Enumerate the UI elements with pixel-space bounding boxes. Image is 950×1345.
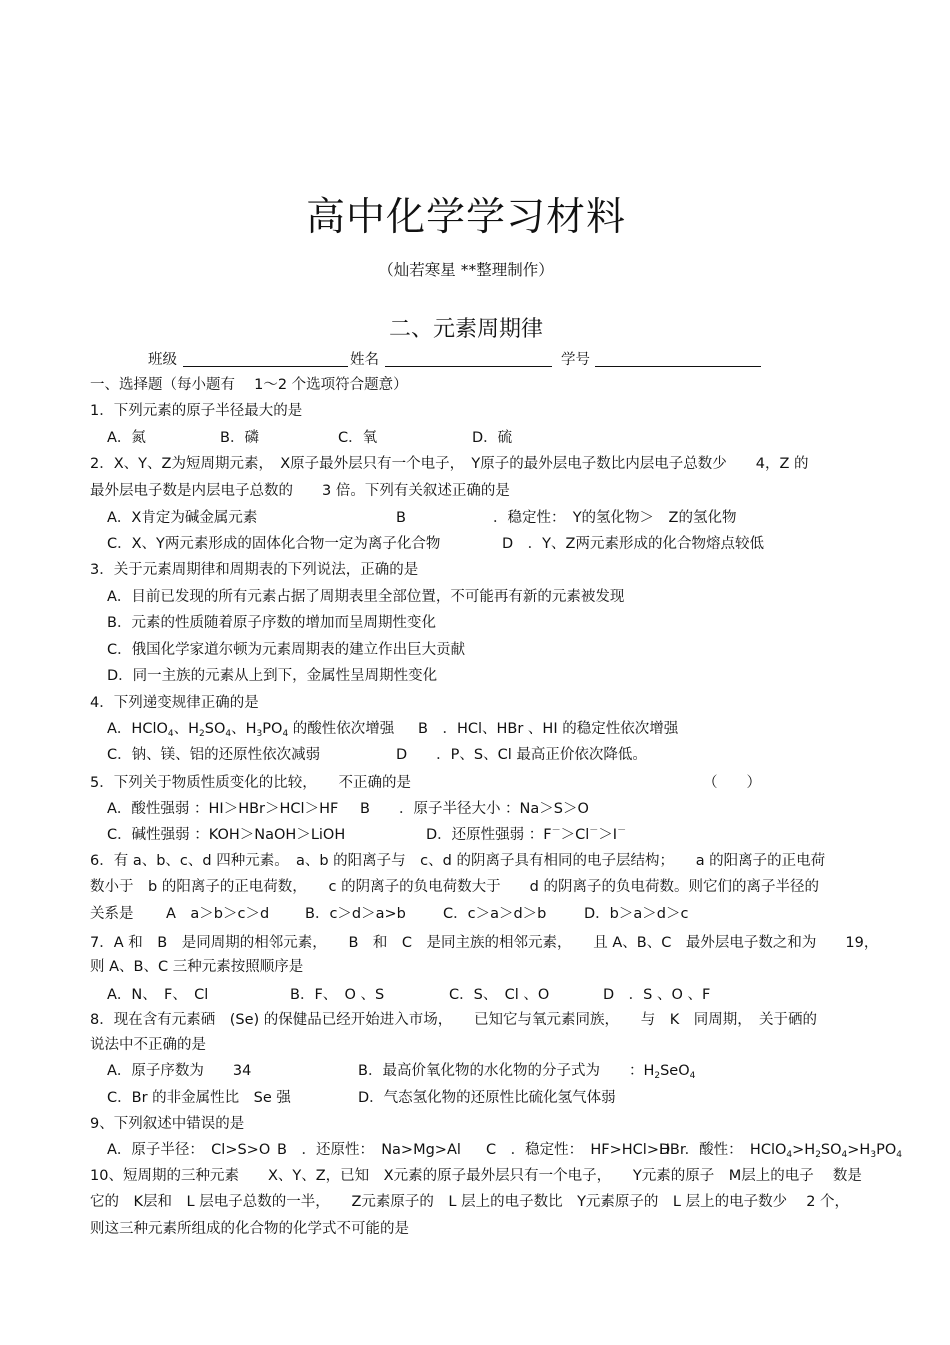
- question-7-option-a: A．N、 F、 Cl: [107, 987, 209, 1003]
- q9d-sub-2: 2: [815, 1150, 821, 1160]
- q9d-sub-3: 4: [841, 1150, 848, 1160]
- q4a-sub-2: 2: [199, 729, 205, 739]
- question-10-stem-line2: 它的 K层和 L 层电子总数的一半， Z元素原子的 L 层上的电子数比 Y元素原子的 L 层上的电子数少 2 个，: [90, 1194, 850, 1210]
- question-4-option-d: D ．P、S、Cl 最高正价依次降低。: [396, 747, 647, 763]
- question-1-stem: 1．下列元素的原子半径最大的是: [90, 403, 303, 419]
- student-info-row: [0, 346, 950, 370]
- question-3-option-c: C．俄国化学家道尔顿为元素周期表的建立作出巨大贡献: [107, 642, 466, 658]
- name-label: 姓名: [350, 352, 379, 368]
- student-id-blank[interactable]: [595, 366, 761, 367]
- q4a-text-5: PO: [262, 721, 283, 737]
- q9d-text-2: >H: [792, 1142, 816, 1158]
- name-blank[interactable]: [385, 366, 552, 367]
- q8b-sub-2: 4: [689, 1071, 696, 1081]
- question-4-stem: 4．下列递变规律正确的是: [90, 695, 259, 711]
- q9d-sub-1: 4: [786, 1150, 793, 1160]
- q5d-text-2: ＞Cl: [560, 827, 590, 843]
- q9d-text-3: SO: [820, 1142, 842, 1158]
- question-5-stem: 5．下列关于物质性质变化的比较， 不正确的是: [90, 775, 411, 791]
- question-5-option-d: [426, 826, 626, 844]
- question-8-option-a: A．原子序数为 34: [107, 1063, 252, 1079]
- question-8-option-d: D．气态氢化物的还原性比硫化氢气体弱: [358, 1090, 616, 1106]
- q4a-sub-4: 3: [256, 729, 263, 739]
- question-6-option-d: D．b＞a＞d＞c: [584, 906, 689, 922]
- question-2-option-c: C．X、Y两元素形成的固体化合物一定为离子化合物: [107, 536, 441, 552]
- question-3-stem: 3．关于元素周期律和周期表的下列说法，正确的是: [90, 562, 419, 578]
- student-id-label: 学号: [561, 352, 590, 368]
- question-10-stem-line1: 10、短周期的三种元素 X、Y、Z，已知 X元素的原子最外层只有一个电子， Y元素的原子 M层上的电子 数是: [90, 1168, 862, 1184]
- q4a-text-6: 的酸性依次增强: [288, 721, 395, 737]
- question-7-option-d: D ．S 、O 、F: [603, 987, 711, 1003]
- q4a-text-4: 、H: [231, 721, 257, 737]
- question-8-option-b: [358, 1062, 695, 1080]
- question-6-option-a: A a＞b＞c＞d: [166, 906, 270, 922]
- q4a-text-3: SO: [204, 721, 226, 737]
- question-9-option-d: [659, 1141, 902, 1159]
- question-2-option-d: D ．Y、Z两元素形成的化合物熔点较低: [502, 536, 764, 552]
- question-5-option-c: C．碱性强弱 ：KOH＞NaOH＞LiOH: [107, 827, 346, 843]
- question-9-stem: 9、下列叙述中错误的是: [90, 1116, 245, 1132]
- question-9-option-a: A．原子半径： Cl>S>O: [107, 1142, 271, 1158]
- question-6-option-b: B．c＞d＞a>b: [305, 906, 406, 922]
- question-1-option-c: C．氧: [338, 430, 378, 446]
- question-4-option-a: [107, 720, 394, 738]
- q4a-sub-3: 4: [225, 729, 232, 739]
- q5d-text-3: ＞I: [598, 827, 618, 843]
- question-8-option-c: C．Br 的非金属性比 Se 强: [107, 1090, 291, 1106]
- question-1-option-b: B．磷: [220, 430, 259, 446]
- question-6-stem-line3: 关系是: [90, 906, 134, 922]
- subtitle: （灿若寒星 **整理制作）: [378, 261, 554, 279]
- q8b-text-1: B．最高价氧化物的水化物的分子式为 ：H: [358, 1063, 655, 1079]
- question-4-option-c: C．钠、镁、铝的还原性依次减弱: [107, 747, 321, 763]
- question-3-option-d: D．同一主族的元素从上到下，金属性呈周期性变化: [107, 668, 438, 684]
- section-heading: 一、选择题（每小题有 1～2 个选项符合题意）: [90, 377, 408, 393]
- q4a-sub-1: 4: [167, 729, 174, 739]
- question-10-stem-line3: 则这三种元素所组成的化合物的化学式不可能的是: [90, 1221, 409, 1237]
- q9d-text-4: >H: [847, 1142, 871, 1158]
- question-7-stem-line1: 7．A 和 B 是同周期的相邻元素， B 和 C 是同主族的相邻元素， 且 A、B、C 最外层电子数之和为 19，: [90, 935, 879, 951]
- question-3-option-a: A．目前已发现的所有元素占据了周期表里全部位置，不可能再有新的元素被发现: [107, 589, 625, 605]
- question-7-option-b: B．F、 O 、S: [290, 987, 385, 1003]
- question-4-option-b: B ．HCl、HBr 、HI 的稳定性依次增强: [418, 721, 679, 737]
- question-8-stem-line2: 说法中不正确的是: [90, 1037, 206, 1053]
- question-2-stem-line2: 最外层电子数是内层电子总数的 3 倍。下列有关叙述正确的是: [90, 483, 510, 499]
- question-5-option-a: A．酸性强弱 ：HI＞HBr＞HCl＞HF: [107, 801, 339, 817]
- question-7-option-c: C．S、 Cl 、O: [449, 987, 550, 1003]
- question-2-option-a: A．X肯定为碱金属元素: [107, 510, 258, 526]
- question-5-option-b: B ．原子半径大小 ：Na＞S＞O: [360, 801, 589, 817]
- q9d-sub-5: 4: [896, 1150, 902, 1160]
- q4a-text-1: A．HClO: [107, 721, 168, 737]
- question-2-option-b: B ．稳定性： Y的氢化物＞ Z的氢化物: [396, 510, 737, 526]
- question-3-option-b: B．元素的性质随着原子序数的增加而呈周期性变化: [107, 615, 436, 631]
- question-6-option-c: C．c＞a＞d＞b: [443, 906, 547, 922]
- main-title: 高中化学学习材料: [305, 195, 626, 240]
- q5d-charge-1: －: [551, 826, 561, 836]
- question-7-stem-line2: 则 A、B、C 三种元素按照顺序是: [90, 959, 304, 975]
- question-2-stem-line1: 2．X、Y、Z为短周期元素， X原子最外层只有一个电子， Y原子的最外层电子数比内层电子总数少 4，Z 的: [90, 456, 809, 472]
- class-label: 班级: [148, 352, 177, 368]
- question-9-option-b: B ．还原性： Na>Mg>Al: [277, 1142, 461, 1158]
- question-9-option-c: C ．稳定性： HF>HCl>HBr: [486, 1142, 686, 1158]
- q4a-sub-5: 4: [282, 729, 289, 739]
- q5d-charge-3: －: [617, 826, 627, 836]
- q8b-sub-1: 2: [654, 1071, 661, 1081]
- q9d-text-5: PO: [876, 1142, 897, 1158]
- chapter-title: 二、元素周期律: [388, 317, 543, 342]
- question-8-stem-line1: 8．现在含有元素硒 (Se) 的保健品已经开始进入市场， 已知它与氧元素同族， 与 K 同周期， 关于硒的: [90, 1012, 818, 1028]
- q9d-text-1: D ．酸性： HClO: [659, 1142, 787, 1158]
- class-blank[interactable]: [183, 366, 348, 367]
- q5d-charge-2: －: [589, 826, 599, 836]
- question-6-stem-line1: 6．有 a、b、c、d 四种元素。 a、b 的阳离子与 c、d 的阴离子具有相同的电子层结构； a 的阳离子的正电荷: [90, 853, 826, 869]
- q9d-sub-4: 3: [870, 1150, 877, 1160]
- q5d-text-1: D．还原性强弱 ：F: [426, 827, 552, 843]
- q8b-text-2: SeO: [660, 1063, 690, 1079]
- q4a-text-2: 、H: [173, 721, 200, 737]
- question-1-option-d: D．硫: [472, 430, 513, 446]
- question-5-answer-paren[interactable]: （ ）: [703, 775, 761, 791]
- question-6-stem-line2: 数小于 b 的阳离子的正电荷数， c 的阴离子的负电荷数大于 d 的阴离子的负电荷数。则它们的离子半径的: [90, 879, 819, 895]
- question-1-option-a: A．氮: [107, 430, 146, 446]
